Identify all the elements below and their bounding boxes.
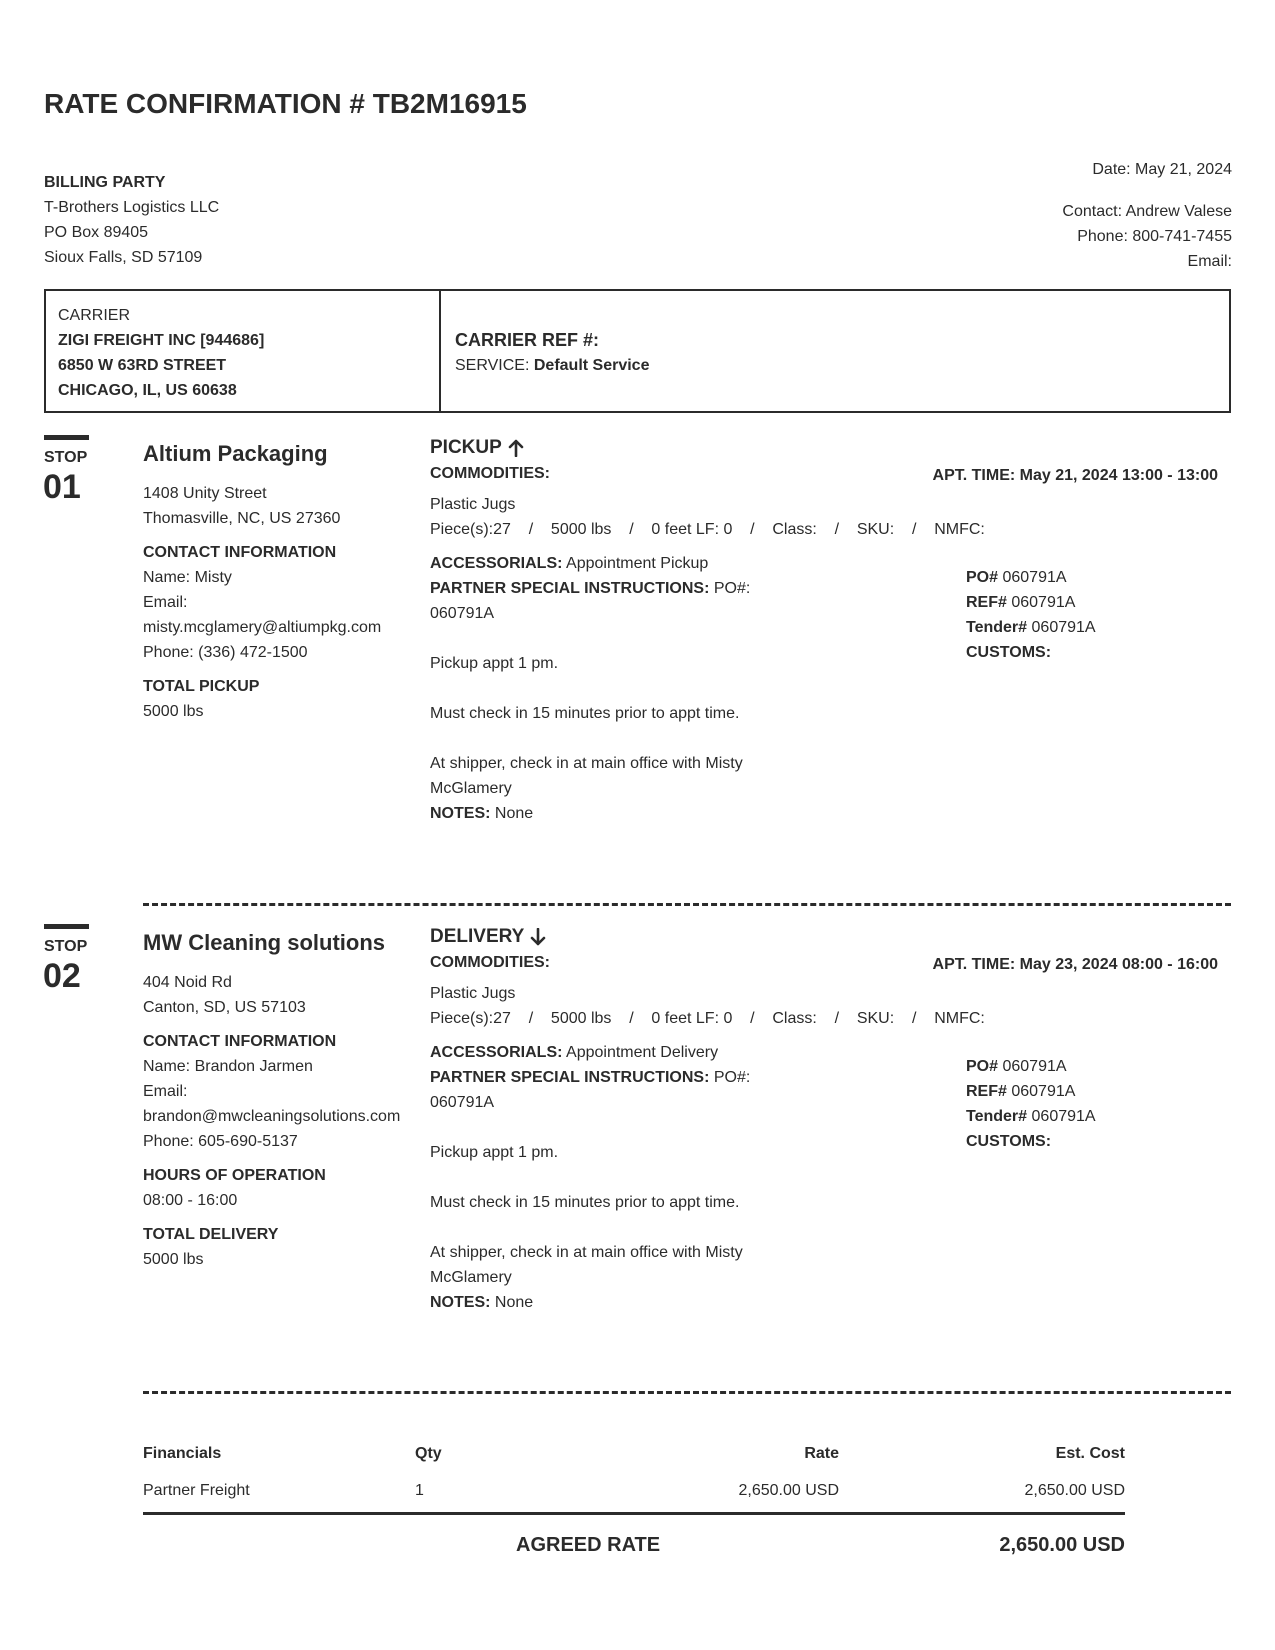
stop-label: STOP — [44, 938, 88, 955]
contact-email: brandon@mwcleaningsolutions.com — [143, 1108, 401, 1125]
contact-name: Contact: Andrew Valese — [1062, 203, 1232, 220]
stop-type — [430, 924, 785, 950]
instruction-3-cont: McGlamery — [430, 780, 512, 797]
notes-line — [430, 801, 785, 826]
po-line — [966, 565, 1216, 590]
partner-instructions-line — [430, 576, 785, 601]
billing-party-header: BILLING PARTY — [44, 174, 166, 191]
billing-party-address: PO Box 89405 — [44, 224, 149, 241]
instruction-3-cont: McGlamery — [430, 1269, 512, 1286]
billing-party-city: Sioux Falls, SD 57109 — [44, 249, 203, 266]
partner-instructions-po-value: 060791A — [430, 1094, 495, 1111]
hours-of-operation-header: HOURS OF OPERATION — [143, 1167, 326, 1184]
location-name: MW Cleaning solutions — [143, 930, 385, 955]
contact-name: Name: Misty — [143, 569, 232, 586]
po-label: PO# — [966, 1058, 999, 1075]
tender-line — [966, 1104, 1216, 1129]
carrier-box — [44, 289, 1231, 413]
line-item-qty: 1 — [415, 1468, 575, 1514]
ref-line — [966, 590, 1216, 615]
customs-label: CUSTOMS: — [966, 644, 1052, 661]
notes-line — [430, 1290, 785, 1315]
po-line — [966, 1054, 1216, 1079]
contact-email: Email: — [1187, 253, 1232, 270]
carrier-ref-label: CARRIER REF #: — [455, 330, 600, 350]
location-city: Thomasville, NC, US 27360 — [143, 510, 341, 527]
carrier-label: CARRIER — [58, 307, 131, 324]
contact-phone: Phone: 605-690-5137 — [143, 1133, 298, 1150]
contact-name: Name: Brandon Jarmen — [143, 1058, 313, 1075]
notes-value: None — [494, 1294, 534, 1311]
instruction-1: Pickup appt 1 pm. — [430, 1144, 559, 1161]
accessorials-value: Appointment Delivery — [566, 1044, 719, 1061]
contact-info-header: CONTACT INFORMATION — [143, 544, 337, 561]
tender-label: Tender# — [966, 619, 1028, 636]
po-value: 060791A — [1002, 1058, 1067, 1075]
commodity-name: Plastic Jugs — [430, 985, 516, 1002]
partner-instructions-po-value: 060791A — [430, 605, 495, 622]
partner-instructions-po: PO#: — [713, 580, 751, 597]
partner-instructions-po: PO#: — [713, 1069, 751, 1086]
carrier-street: 6850 W 63RD STREET — [58, 357, 227, 374]
ref-value: 060791A — [1011, 1083, 1076, 1100]
stop-number: 02 — [43, 957, 81, 995]
ref-label: REF# — [966, 594, 1007, 611]
est-cost-column-header: Est. Cost — [1055, 1444, 1125, 1462]
line-item-est-cost: 2,650.00 USD — [839, 1468, 1125, 1514]
service-label: SERVICE: — [455, 357, 530, 374]
financials-table — [143, 1438, 1125, 1515]
appointment-time: APT. TIME: May 21, 2024 13:00 - 13:00 — [932, 467, 1218, 484]
carrier-info — [46, 291, 441, 411]
partner-instructions-label: PARTNER SPECIAL INSTRUCTIONS: — [430, 1069, 710, 1086]
carrier-name: ZIGI FREIGHT INC [944686] — [58, 332, 265, 349]
appointment-time: APT. TIME: May 23, 2024 08:00 - 16:00 — [932, 956, 1218, 973]
instruction-3: At shipper, check in at main office with Misty — [430, 1244, 743, 1261]
ref-label: REF# — [966, 1083, 1007, 1100]
financials-header-row — [143, 1438, 1125, 1468]
stop-type — [430, 435, 785, 461]
service-value: Default Service — [533, 357, 650, 374]
document-date: Date: May 21, 2024 — [1092, 161, 1232, 178]
commodities-label: COMMODITIES: — [430, 954, 550, 971]
table-row — [143, 1468, 1125, 1514]
reference-numbers — [966, 565, 1216, 665]
financials-column-header: Financials — [143, 1444, 222, 1462]
ref-line — [966, 1079, 1216, 1104]
notes-label: NOTES: — [430, 805, 491, 822]
stop-divider — [143, 903, 1231, 906]
stop-label: STOP — [44, 449, 88, 466]
tender-label: Tender# — [966, 1108, 1028, 1125]
total-delivery-value: 5000 lbs — [143, 1251, 204, 1268]
total-delivery-header: TOTAL DELIVERY — [143, 1226, 279, 1243]
stop-type-label: PICKUP — [430, 437, 502, 458]
tender-line — [966, 615, 1216, 640]
service-line — [455, 353, 649, 378]
stop-location — [143, 439, 413, 724]
stop-divider — [143, 1391, 1231, 1394]
contact-email-label: Email: — [143, 1083, 188, 1100]
location-name: Altium Packaging — [143, 441, 328, 466]
stop-location — [143, 928, 413, 1272]
stop-details — [430, 924, 985, 1315]
total-pickup-header: TOTAL PICKUP — [143, 678, 260, 695]
accessorials-line — [430, 1040, 785, 1065]
carrier-city: CHICAGO, IL, US 60638 — [58, 382, 237, 399]
contact-info-header: CONTACT INFORMATION — [143, 1033, 337, 1050]
stop-number: 01 — [43, 468, 81, 506]
po-label: PO# — [966, 569, 999, 586]
agreed-rate-label: AGREED RATE — [516, 1534, 661, 1556]
line-item-rate: 2,650.00 USD — [575, 1468, 839, 1514]
location-city: Canton, SD, US 57103 — [143, 999, 306, 1016]
line-item-name: Partner Freight — [143, 1468, 415, 1514]
po-value: 060791A — [1002, 569, 1067, 586]
notes-value: None — [494, 805, 534, 822]
contact-phone: Phone: 800-741-7455 — [1077, 228, 1232, 245]
contact-email-label: Email: — [143, 594, 188, 611]
stop-marker-bar — [44, 924, 89, 929]
location-address: 1408 Unity Street — [143, 485, 267, 502]
instruction-2: Must check in 15 minutes prior to appt time. — [430, 705, 740, 722]
stop-type-label: DELIVERY — [430, 926, 525, 947]
location-address: 404 Noid Rd — [143, 974, 232, 991]
reference-numbers — [966, 1054, 1216, 1154]
stop-details — [430, 435, 985, 826]
contact-phone: Phone: (336) 472-1500 — [143, 644, 308, 661]
partner-instructions-label: PARTNER SPECIAL INSTRUCTIONS: — [430, 580, 710, 597]
tender-value: 060791A — [1031, 619, 1096, 636]
instruction-2: Must check in 15 minutes prior to appt time. — [430, 1194, 740, 1211]
page-title: RATE CONFIRMATION # TB2M16915 — [44, 88, 527, 119]
agreed-rate-value: 2,650.00 USD — [999, 1534, 1125, 1556]
tender-value: 060791A — [1031, 1108, 1096, 1125]
commodity-detail: Piece(s):27 / 5000 lbs / 0 feet LF: 0 / Class: / SKU: / NMFC: — [430, 1010, 985, 1027]
header-contact-block — [832, 157, 1232, 274]
billing-party-name: T-Brothers Logistics LLC — [44, 199, 220, 216]
partner-instructions-line — [430, 1065, 785, 1090]
arrow-up-icon — [507, 439, 525, 457]
notes-label: NOTES: — [430, 1294, 491, 1311]
total-pickup-value: 5000 lbs — [143, 703, 204, 720]
contact-email: misty.mcglamery@altiumpkg.com — [143, 619, 382, 636]
accessorials-label: ACCESSORIALS: — [430, 555, 563, 572]
accessorials-label: ACCESSORIALS: — [430, 1044, 563, 1061]
stop-marker-bar — [44, 435, 89, 440]
arrow-down-icon — [529, 928, 547, 946]
instruction-3: At shipper, check in at main office with Misty — [430, 755, 743, 772]
qty-column-header: Qty — [415, 1444, 442, 1462]
ref-value: 060791A — [1011, 594, 1076, 611]
carrier-ref-info — [455, 327, 649, 378]
hours-of-operation-value: 08:00 - 16:00 — [143, 1192, 238, 1209]
customs-label: CUSTOMS: — [966, 1133, 1052, 1150]
billing-party-block — [44, 170, 444, 270]
commodity-name: Plastic Jugs — [430, 496, 516, 513]
accessorials-value: Appointment Pickup — [566, 555, 709, 572]
accessorials-line — [430, 551, 785, 576]
instruction-1: Pickup appt 1 pm. — [430, 655, 559, 672]
commodity-detail: Piece(s):27 / 5000 lbs / 0 feet LF: 0 / Class: / SKU: / NMFC: — [430, 521, 985, 538]
commodities-label: COMMODITIES: — [430, 465, 550, 482]
rate-column-header: Rate — [804, 1444, 839, 1462]
